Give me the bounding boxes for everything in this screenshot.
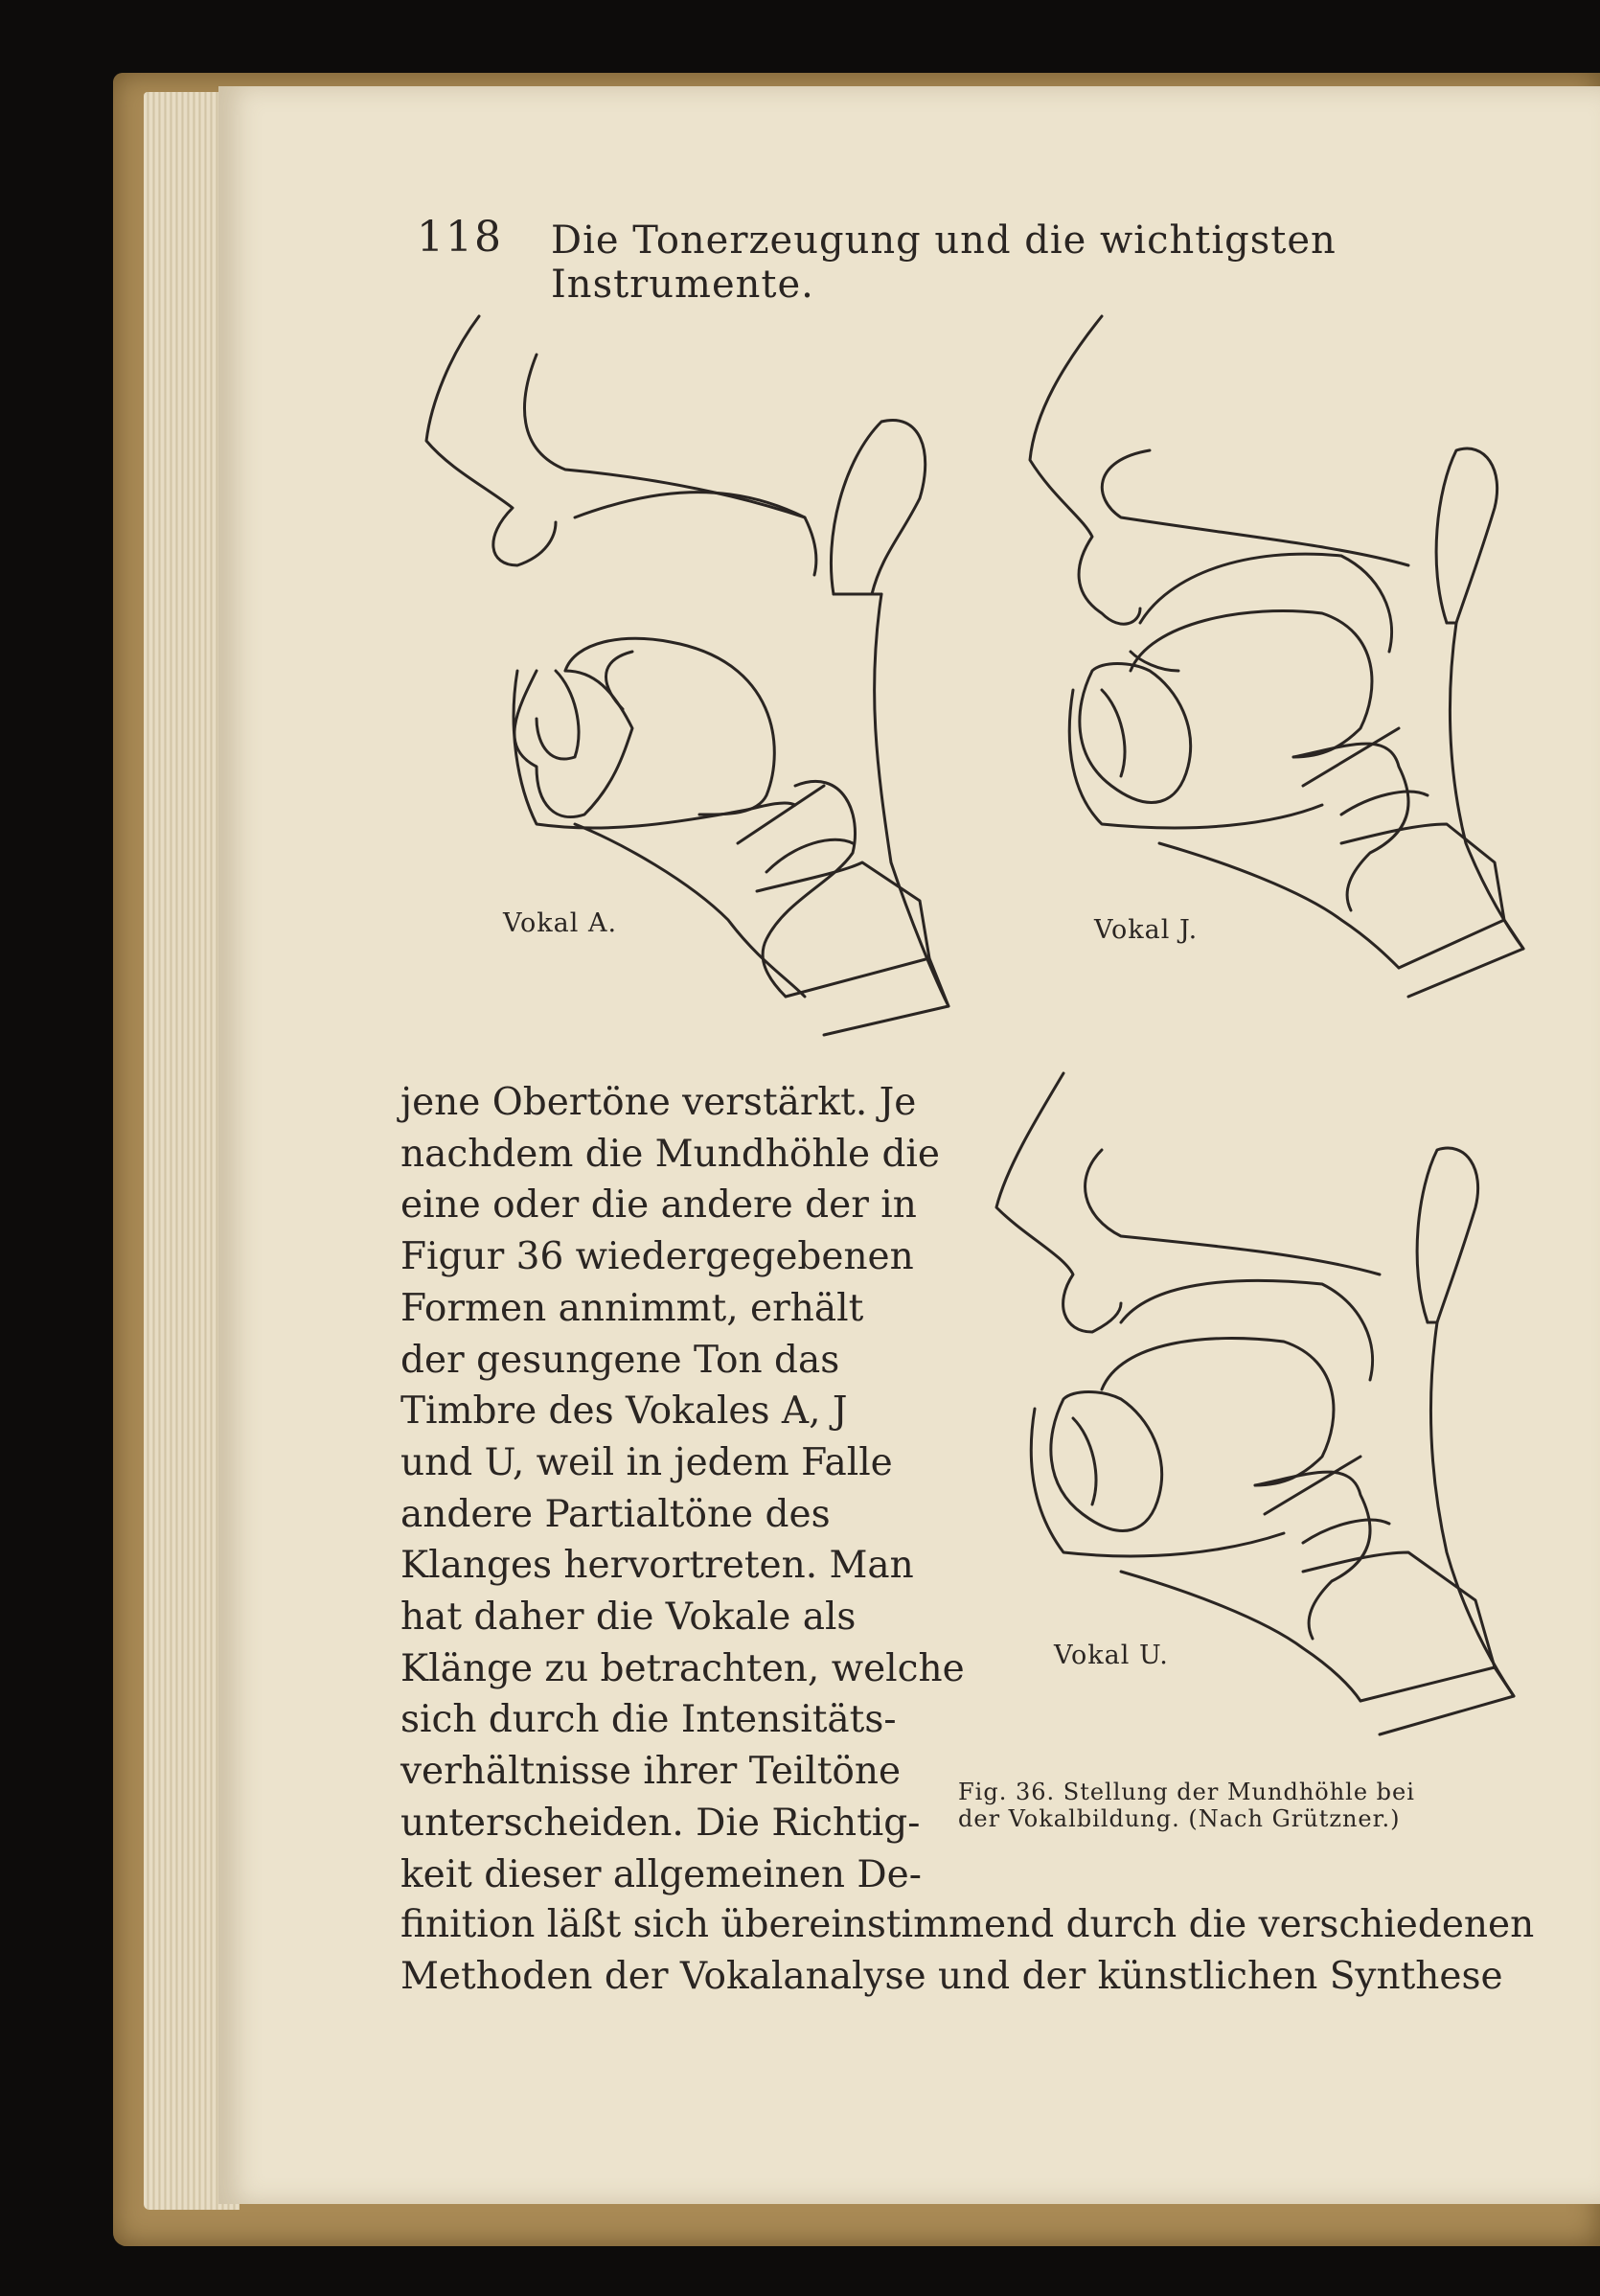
figure-label-vokal-j: Vokal J. [1094,915,1199,945]
text-line: unterscheiden. Die Richtig- [400,1801,921,1845]
text-line: keit dieser allgemeinen De- [400,1852,922,1896]
text-line: der gesungene Ton das [400,1338,840,1382]
text-line: eine oder die andere der in [400,1183,917,1228]
caption-line: Fig. 36. Stellung der Mundhöhle bei [958,1779,1415,1805]
running-title: Die Tonerzeugung und die wichtigsten Instrumente. [551,218,1337,307]
figure-caption [958,1779,1533,1832]
text-line: verhältnisse ihrer Teiltöne [400,1750,902,1794]
text-line: hat daher die Vokale als [400,1596,857,1640]
text-line: Figur 36 wiedergegebenen [400,1235,914,1279]
text-line: Formen annimmt, erhält [400,1286,864,1330]
caption-line: der Vokalbildung. (Nach Grützner.) [958,1805,1401,1832]
figure-label-vokal-a: Vokal A. [503,908,618,938]
text-line: finition läßt sich übereinstimmend durch die verschiedenen [400,1903,1535,1946]
figure-vokal-u [996,1073,1514,1734]
text-line: Klanges hervortreten. Man [400,1544,914,1588]
text-line: jene Obertöne verstärkt. Je [400,1081,917,1124]
text-line: andere Partialtöne des [400,1492,831,1536]
page-number: 118 [417,213,503,262]
text-line: sich durch die Intensitäts- [400,1698,897,1742]
body-text-full-width [400,1899,1535,2002]
body-text-column [400,1077,965,1900]
text-line: nachdem die Mundhöhle die [400,1132,940,1176]
figure-vokal-j [1030,316,1523,997]
text-line: Klänge zu betrachten, welche [400,1646,965,1690]
text-line: Methoden der Vokalanalyse und der künstlichen Synthese [400,1954,1503,1998]
figure-label-vokal-u: Vokal U. [1054,1641,1169,1670]
text-line: und U, weil in jedem Falle [400,1440,893,1484]
text-line: Timbre des Vokales A, J [400,1389,848,1434]
